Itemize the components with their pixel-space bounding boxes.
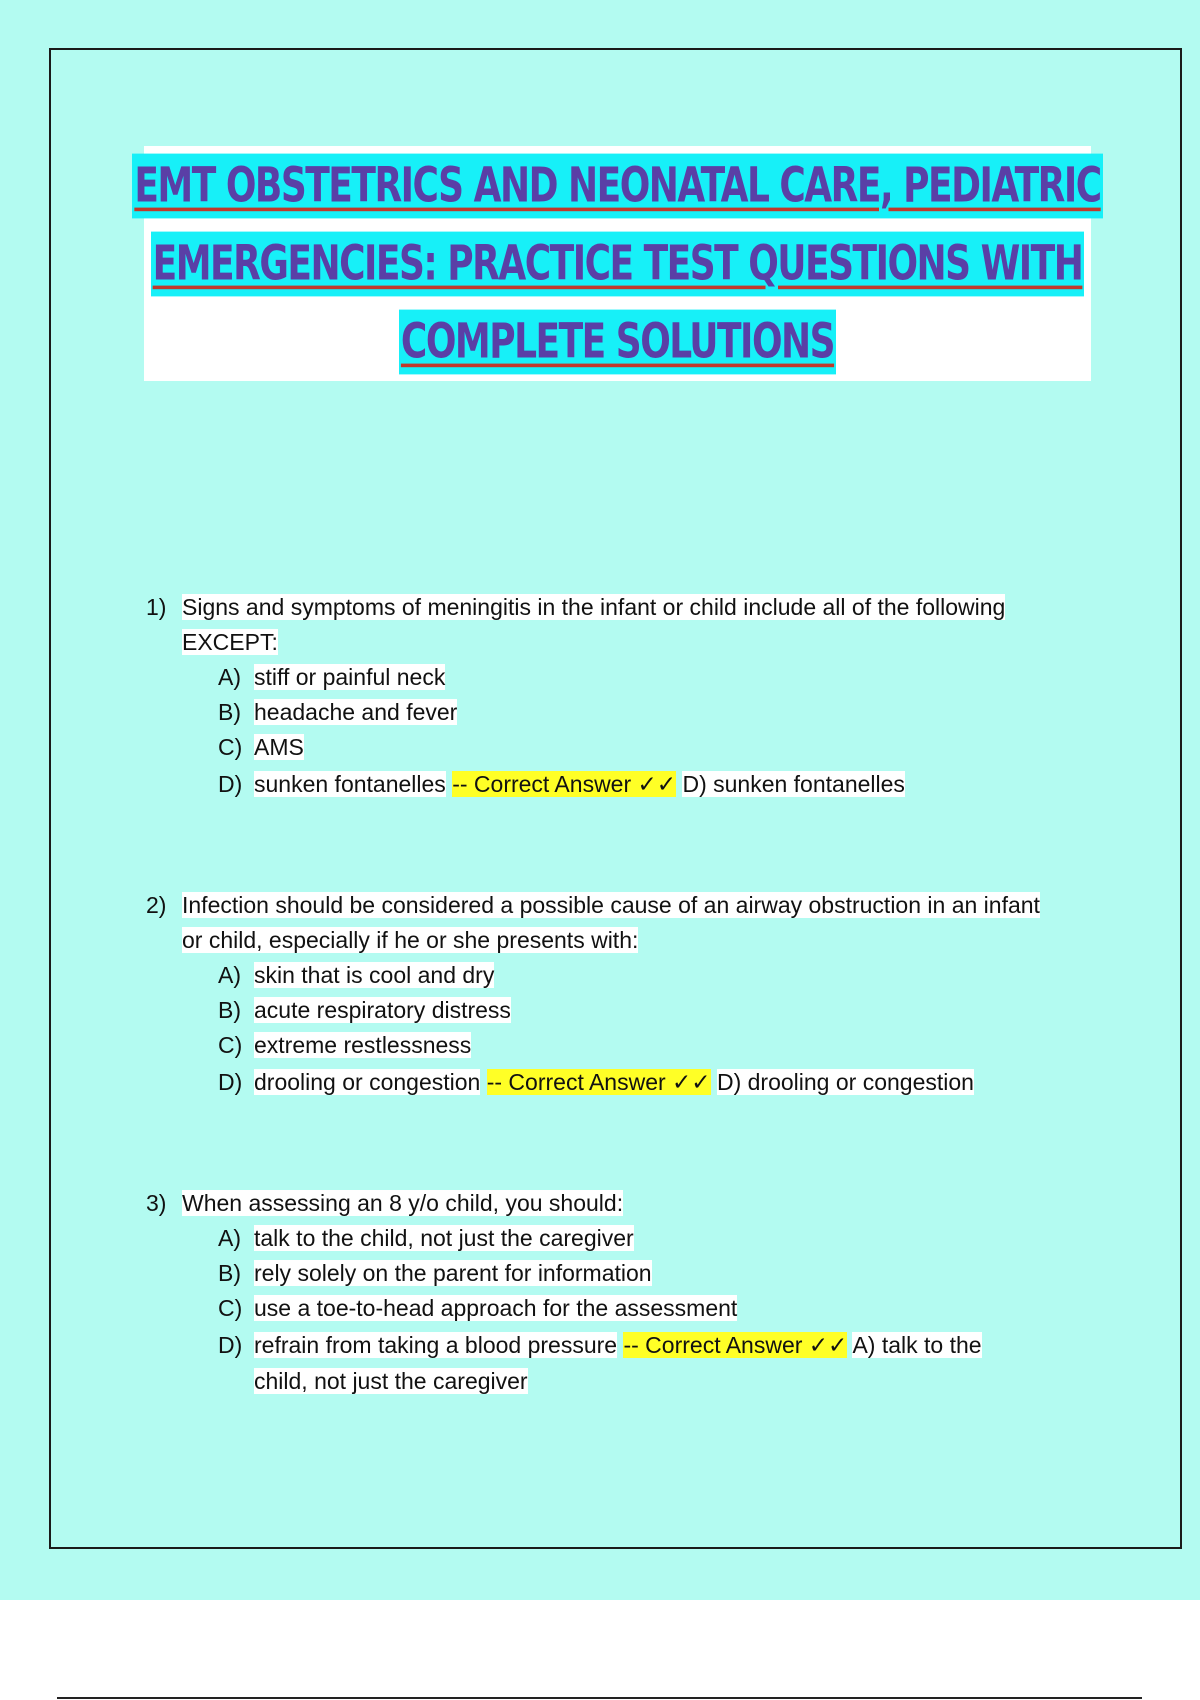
correct-answer-text-continued: child, not just the caregiver (254, 1368, 528, 1394)
question-stem (146, 888, 1086, 923)
question-3 (146, 1186, 1086, 1399)
option-letter: A) (218, 664, 241, 690)
option-letter: D) (218, 771, 243, 797)
option-c (218, 1291, 1086, 1326)
question-text-line: EXCEPT: (182, 629, 278, 655)
correct-answer-marker: -- Correct Answer ✓✓ (486, 1069, 711, 1095)
question-2 (146, 888, 1086, 1101)
option-text: drooling or congestion (254, 1069, 481, 1095)
question-stem (146, 590, 1086, 625)
option-text: rely solely on the parent for information (254, 1260, 652, 1286)
option-letter: B) (218, 1260, 241, 1286)
option-a (218, 958, 1086, 993)
title-line-1: EMT OBSTETRICS AND NEONATAL CARE, PEDIATRIC (132, 153, 1102, 218)
option-b (218, 993, 1086, 1028)
option-a (218, 660, 1086, 695)
option-text: headache and fever (254, 699, 458, 725)
option-text: acute respiratory distress (254, 997, 511, 1023)
option-b (218, 1256, 1086, 1291)
title-line-3: COMPLETE SOLUTIONS (399, 309, 836, 374)
option-d (218, 1326, 1086, 1364)
question-text-line: Signs and symptoms of meningitis in the infant or child include all of the following (182, 594, 1006, 620)
option-text: use a toe-to-head approach for the assessment (254, 1295, 738, 1321)
option-text: skin that is cool and dry (254, 962, 495, 988)
question-text-line: or child, especially if he or she presents with: (182, 927, 639, 953)
option-letter: A) (218, 962, 241, 988)
correct-answer-text: D) drooling or congestion (716, 1069, 974, 1095)
question-text-line: When assessing an 8 y/o child, you should: (182, 1190, 624, 1216)
option-letter: D) (218, 1069, 243, 1095)
question-number: 1) (146, 594, 167, 620)
question-text-line: Infection should be considered a possible cause of an airway obstruction in an infant (182, 892, 1040, 918)
option-letter: C) (218, 734, 243, 760)
option-letter: D) (218, 1332, 243, 1358)
option-d (218, 765, 1086, 803)
option-c (218, 730, 1086, 765)
option-c (218, 1028, 1086, 1063)
option-d (218, 1063, 1086, 1101)
question-stem (146, 1186, 1086, 1221)
option-letter: C) (218, 1032, 243, 1058)
option-letter: B) (218, 997, 241, 1023)
question-number: 3) (146, 1190, 167, 1216)
correct-answer-marker: -- Correct Answer ✓✓ (623, 1332, 848, 1358)
option-text: stiff or painful neck (254, 664, 446, 690)
option-b (218, 695, 1086, 730)
question-1 (146, 590, 1086, 803)
question-number: 2) (146, 892, 167, 918)
option-text: refrain from taking a blood pressure (254, 1332, 618, 1358)
correct-answer-marker: -- Correct Answer ✓✓ (452, 771, 677, 797)
option-letter: C) (218, 1295, 243, 1321)
option-letter: B) (218, 699, 241, 725)
option-text: extreme restlessness (254, 1032, 472, 1058)
title-line-2: EMERGENCIES: PRACTICE TEST QUESTIONS WITH (151, 231, 1085, 296)
footer-divider (57, 1697, 1142, 1699)
document-title (134, 146, 1101, 381)
option-text: AMS (254, 734, 304, 760)
correct-answer-text: A) talk to the (852, 1332, 982, 1358)
correct-answer-text: D) sunken fontanelles (682, 771, 905, 797)
option-text: sunken fontanelles (254, 771, 446, 797)
option-a (218, 1221, 1086, 1256)
option-text: talk to the child, not just the caregiver (254, 1225, 634, 1251)
option-letter: A) (218, 1225, 241, 1251)
